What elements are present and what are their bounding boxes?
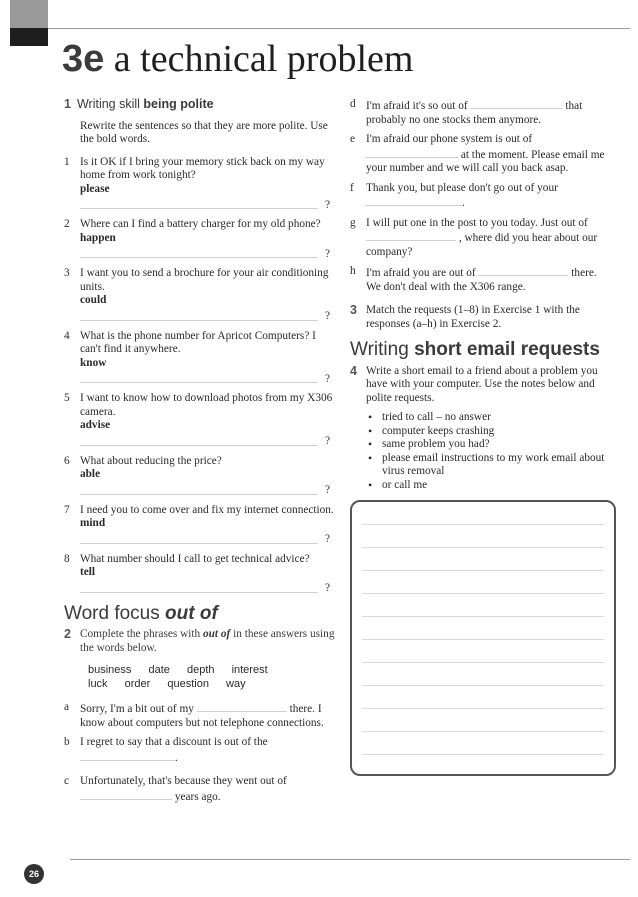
ex2-heading: 2 Complete the phrases with out of in these answers using the words below. (64, 627, 335, 654)
ex1-items (64, 156, 336, 593)
answer-blank[interactable] (366, 147, 458, 158)
ex2-item-d: d I'm afraid it's so out of that probably no one stocks them anymore. (350, 98, 583, 126)
answer-line[interactable]: ? (80, 580, 318, 593)
ex1-item: 3 I want you to send a brochure for your air conditioning units. could ? (64, 267, 330, 322)
ex2-item-c: c Unfortunately, that's because they went out of years ago. (64, 775, 287, 803)
word-box (88, 663, 336, 691)
ex1-item: 5 I want to know how to download photos from my X306 camera. advise ? (64, 392, 333, 447)
ex2-item-e: e I'm afraid our phone system is out of at the moment. Please email me your number and we will call you back asap. (350, 133, 605, 174)
word-row-2: luck order question way (88, 678, 246, 690)
ex1-item: 6 What about reducing the price? able ? (64, 454, 330, 496)
corner-tab-grey (10, 0, 48, 28)
ex1-item: 7 I need you to come over and fix my internet connection. mind ? (64, 503, 334, 545)
ex4-notes (366, 411, 612, 492)
ex1-instruction: Rewrite the sentences so that they are more polite. Use the bold words. (80, 119, 328, 145)
unit-title: a technical problem (113, 38, 414, 80)
word-row-1: business date depth interest (88, 664, 268, 676)
corner-tab-black (10, 28, 48, 46)
note-item: • please email instructions to my work email about virus removal (366, 452, 612, 479)
answer-line[interactable]: ? (80, 196, 318, 209)
ex3: 3 Match the requests (1–8) in Exercise 1 with the responses (a–h) in Exercise 2. (350, 303, 580, 330)
answer-blank[interactable] (197, 701, 287, 712)
answer-blank[interactable] (80, 789, 172, 800)
note-item: • tried to call – no answer (366, 411, 612, 425)
writing-line (362, 731, 604, 732)
ex1-heading: 1 Writing skill being polite (64, 97, 214, 111)
ex2-item-f: f Thank you, but please don't go out of your . (350, 181, 558, 209)
writing-line (362, 547, 604, 548)
answer-line[interactable]: ? (80, 482, 318, 495)
ex1-item: 4 What is the phone number for Apricot Computers? I can't find it anywhere. know ? (64, 329, 330, 385)
answer-line[interactable]: ? (80, 433, 318, 446)
ex2-item-b: b I regret to say that a discount is out of the . (64, 736, 268, 764)
note-item: • same problem you had? (366, 438, 612, 452)
note-item: • or call me (366, 479, 612, 493)
answer-line[interactable]: ? (80, 308, 318, 321)
answer-line[interactable]: ? (80, 370, 318, 383)
left-column (64, 98, 336, 804)
page-number: 26 (24, 864, 44, 884)
writing-heading: Writing short email requests (350, 339, 600, 360)
writing-line (362, 639, 604, 640)
writing-line (362, 524, 604, 525)
answer-blank[interactable] (470, 98, 562, 109)
ex4: 4 Write a short email to a friend about a problem you have with your computer. Use the notes below and polite requests. (350, 363, 598, 404)
bottom-rule (70, 859, 630, 860)
writing-line (362, 662, 604, 663)
answer-blank[interactable] (366, 230, 456, 241)
email-writing-box[interactable] (350, 500, 616, 776)
answer-blank[interactable] (80, 750, 175, 761)
answer-blank[interactable] (366, 195, 462, 206)
writing-line (362, 685, 604, 686)
page-title (62, 40, 413, 78)
right-column (350, 98, 612, 492)
answer-line[interactable]: ? (80, 531, 318, 544)
ex2-item-g: g I will put one in the post to you today. Just out of , where did you hear about our company? (350, 216, 598, 258)
writing-line (362, 754, 604, 755)
ex2-item-h: h I'm afraid you are out of there. We don't deal with the X306 range. (350, 265, 597, 293)
ex1-item: 8 What number should I call to get technical advice? tell ? (64, 552, 330, 594)
writing-line (362, 593, 604, 594)
writing-line (362, 570, 604, 571)
unit-number: 3e (62, 38, 105, 80)
ex1-item: 2 Where can I find a battery charger for my old phone? happen ? (64, 218, 330, 260)
writing-line (362, 708, 604, 709)
ex1-item: 1 Is it OK if I bring your memory stick back on my way home from work tonight? please ? (64, 155, 330, 211)
answer-line[interactable]: ? (80, 245, 318, 258)
ex2-item-a: a Sorry, I'm a bit out of my there. I know about computers but not telephone connections. (64, 701, 324, 729)
note-item: • computer keeps crashing (366, 425, 612, 439)
writing-line (362, 616, 604, 617)
answer-blank[interactable] (478, 265, 568, 276)
word-focus-heading: Word focus out of (64, 602, 218, 624)
top-rule (48, 28, 630, 29)
